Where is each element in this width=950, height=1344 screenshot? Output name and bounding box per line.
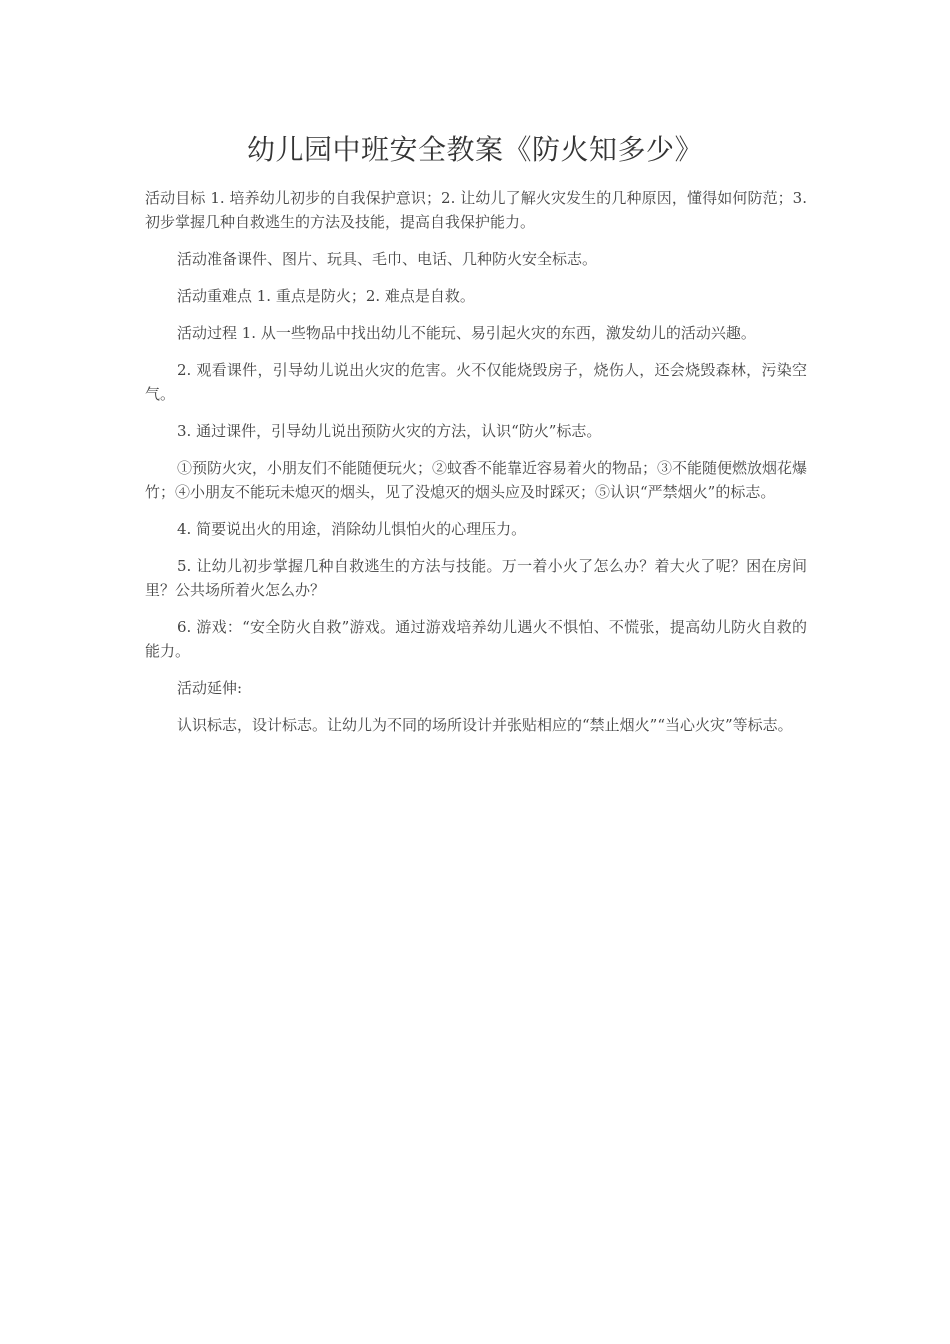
paragraph-process-step-6: 6. 游戏：“安全防火自救”游戏。通过游戏培养幼儿遇火不惧怕、不慌张，提高幼儿防火自救的能力。 [145,618,807,660]
paragraph-key-points: 活动重难点 1. 重点是防火；2. 难点是自救。 [177,287,475,305]
paragraph-objectives: 活动目标 1. 培养幼儿初步的自我保护意识；2. 让幼儿了解火灾发生的几种原因，懂得如何防范；3. 初步掌握几种自救逃生的方法及技能，提高自我保护能力。 [145,189,807,231]
paragraph-preparation: 活动准备课件、图片、玩具、毛巾、电话、几种防火安全标志。 [177,250,598,268]
paragraph-extension-heading: 活动延伸: [177,679,243,697]
paragraph-process-step-4: 4. 简要说出火的用途，消除幼儿惧怕火的心理压力。 [177,520,527,538]
paragraph-prevention-list: ①预防火灾，小朋友们不能随便玩火；②蚊香不能靠近容易着火的物品；③不能随便燃放烟花爆竹；④小朋友不能玩未熄灭的烟头，见了没熄灭的烟头应及时踩灭；⑤认识“严禁烟火”的标志。 [145,459,808,501]
document-body [145,186,807,750]
paragraph-extension: 认识标志，设计标志。让幼儿为不同的场所设计并张贴相应的“禁止烟火”“当心火灾”等标志。 [177,716,793,734]
paragraph-process-step-1: 活动过程 1. 从一些物品中找出幼儿不能玩、易引起火灾的东西，激发幼儿的活动兴趣。 [177,324,756,342]
document-title: 幼儿园中班安全教案《防火知多少》 [246,133,703,166]
paragraph-process-step-2: 2. 观看课件，引导幼儿说出火灾的危害。火不仅能烧毁房子，烧伤人，还会烧毁森林，污染空气。 [145,361,807,403]
paragraph-process-step-5: 5. 让幼儿初步掌握几种自救逃生的方法与技能。万一着小火了怎么办？着大火了呢？困在房间里？公共场所着火怎么办？ [145,557,807,599]
paragraph-process-step-3: 3. 通过课件，引导幼儿说出预防火灾的方法，认识“防火”标志。 [177,422,602,440]
